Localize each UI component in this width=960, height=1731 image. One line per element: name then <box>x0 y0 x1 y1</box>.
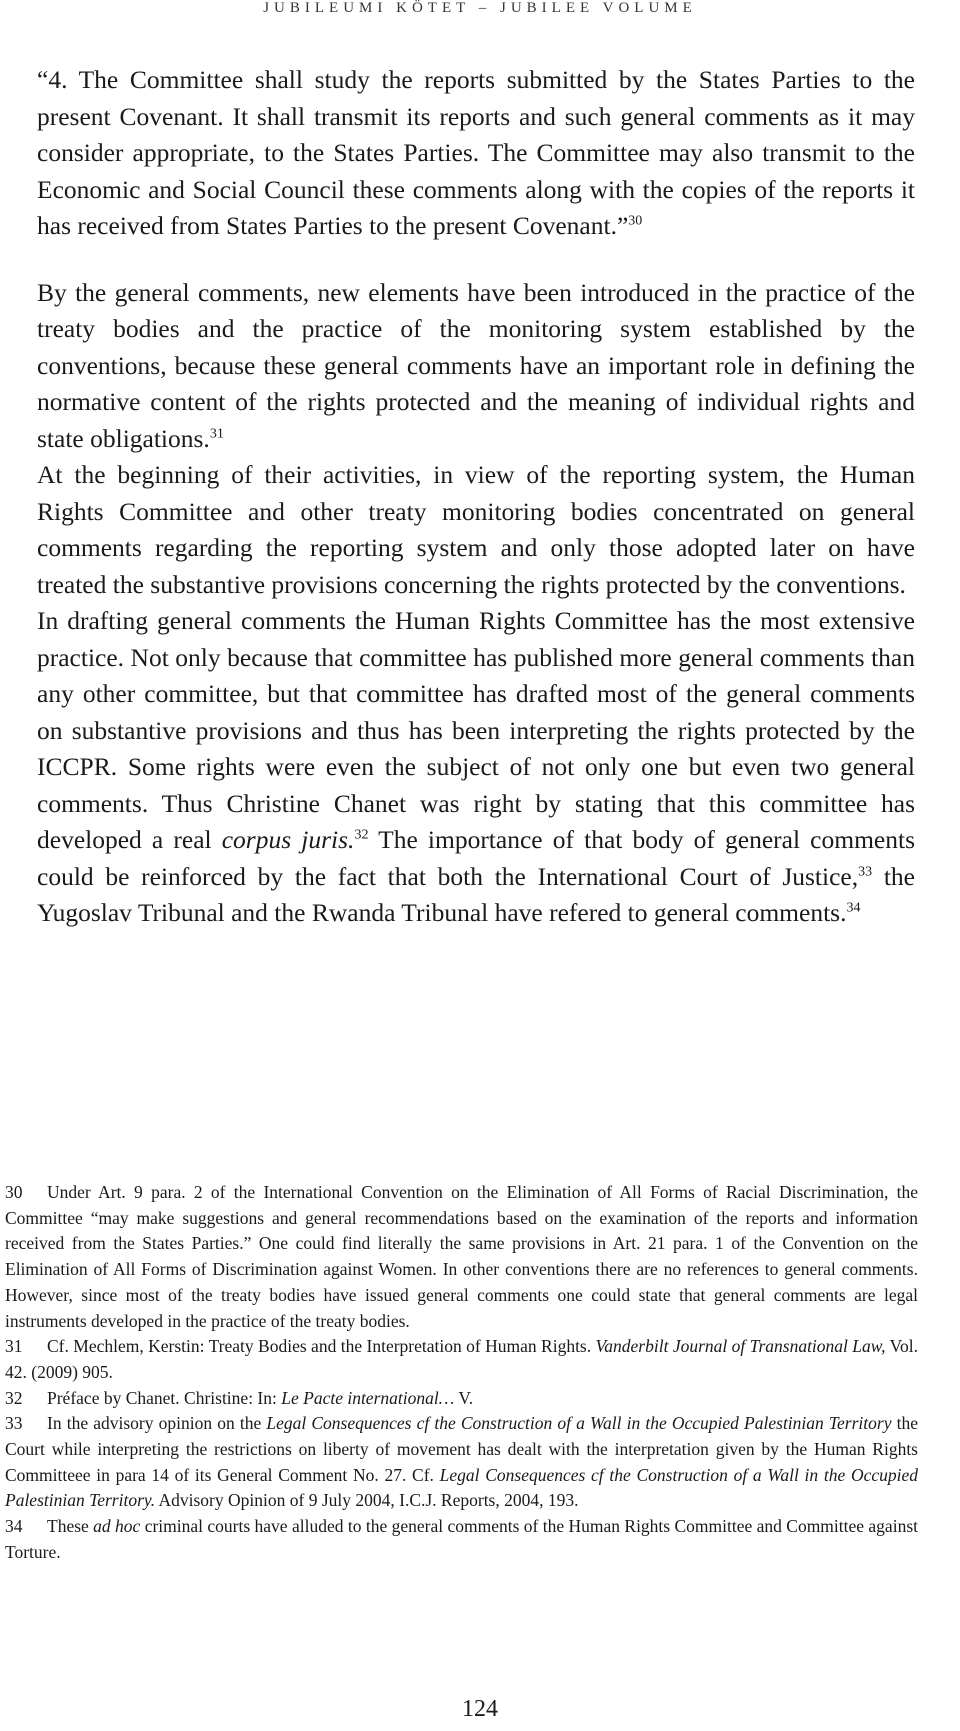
paragraph-3-text-a: In drafting general comments the Human Rights Committee has the most extensive practice. Not only because that committee has published more general comments than any other committee, but that committee has drafted most of the general comments on substantive provisions and thus has been interpreting the rights protected by the ICCPR. Some rights were even the subject of not only one but even two general comments. Thus Christine Chanet was right by stating that this committee has developed a real <box>37 606 915 854</box>
footnotes <box>5 1180 918 1566</box>
footnote-italic: Legal Consequences cf the Construction of a Wall in the Occupied Palestinian Territory. <box>5 1464 918 1511</box>
footnote-34 <box>5 1514 918 1565</box>
footnote-text: In the advisory opinion on the <box>47 1413 267 1434</box>
footnote-number: 32 <box>5 1387 23 1408</box>
footnote-text: Under Art. 9 para. 2 of the International Convention on the Elimination of All Forms of Racial Discrimination, the Committee “may make suggestions and general recommendations based on the examination of the reports and information received from the States Parties.” One could find literally the same provisions in Art. 21 para. 1 of the Convention on the Elimination of All Forms of Discrimination against Women. In other conventions there are no references to general comments. However, since most of the treaty bodies have issued general comments one could state that general comments are legal instruments developed in the practice of the treaty bodies. <box>5 1182 918 1331</box>
footnote-30 <box>5 1180 918 1334</box>
footnote-number: 34 <box>5 1516 23 1537</box>
footnote-italic: Legal Consequences cf the Construction of a Wall in the Occupied Palestinian Territory <box>266 1413 892 1434</box>
footnote-ref-32[interactable]: 32 <box>354 827 369 843</box>
footnote-text: criminal courts have alluded to the general comments of the Human Rights Committee and Committee against Torture. <box>5 1516 918 1562</box>
footnote-31 <box>5 1334 918 1385</box>
main-text <box>37 62 915 932</box>
paragraph-1-text: By the general comments, new elements have been introduced in the practice of the treaty bodies and the practice of the monitoring system established by the conventions, because these general comments have an important role in defining the normative content of the rights protected and the meaning of individual rights and state obligations. <box>37 277 915 453</box>
footnote-ref-31[interactable]: 31 <box>209 426 224 441</box>
footnote-33 <box>5 1411 918 1514</box>
footnote-italic: Vanderbilt Journal of Transnational Law, <box>595 1336 886 1357</box>
footnote-italic: Le Pacte international… <box>281 1387 455 1408</box>
running-head: JUBILEUMI KÖTET – JUBILEE VOLUME <box>263 0 697 16</box>
footnote-ref-30[interactable]: 30 <box>628 213 643 229</box>
paragraph-3-italic: corpus juris. <box>221 825 355 854</box>
paragraph-1 <box>37 275 915 458</box>
paragraph-3 <box>37 603 915 932</box>
footnote-text: Vol. 42. (2009) 905. <box>5 1336 918 1382</box>
footnote-number: 31 <box>5 1336 23 1357</box>
footnote-ref-34[interactable]: 34 <box>846 900 861 916</box>
page-number: 124 <box>462 1696 498 1722</box>
quote-paragraph <box>37 62 915 245</box>
footnote-text: Advisory Opinion of 9 July 2004, I.C.J. Reports, 2004, 193. <box>155 1490 579 1511</box>
footnote-text: Cf. Mechlem, Kerstin: Treaty Bodies and the Interpretation of Human Rights. <box>47 1336 596 1357</box>
footnote-text: the Court while interpreting the restrictions on liberty of movement has dealt with the interpretation given by the Human Rights Committeee in para 14 of its General Comment No. 27. Cf. <box>5 1413 918 1485</box>
footnote-text: V. <box>454 1387 474 1408</box>
footnote-text: Préface by Chanet. Christine: In: <box>47 1387 282 1408</box>
quote-text: “4. The Committee shall study the reports submitted by the States Parties to the present Covenant. It shall transmit its reports and such general comments as it may consider appropriate, to the States Parties. The Committee may also transmit to the Economic and Social Council these comments along with the copies of the reports it has received from States Parties to the present Covenant.” <box>37 65 915 240</box>
footnote-number: 33 <box>5 1413 23 1434</box>
paragraph-3-text-b: The importance of that body of general comments could be reinforced by the fact that both the International Court of Justice, <box>37 825 915 891</box>
paragraph-2-text: At the beginning of their activities, in view of the reporting system, the Human Rights Committee and other treaty monitoring bodies concentrated on general comments regarding the reporting system and only those adopted later on have treated the substantive provisions concerning the rights protected by the conventions. <box>37 460 915 599</box>
footnote-ref-33[interactable]: 33 <box>858 864 873 879</box>
footnote-number: 30 <box>5 1182 23 1202</box>
footnote-text: These <box>47 1516 94 1537</box>
paragraph-2 <box>37 457 915 603</box>
footnote-italic: ad hoc <box>93 1516 141 1537</box>
paragraph-3-text-c: the Yugoslav Tribunal and the Rwanda Tribunal have refered to general comments. <box>37 861 915 927</box>
footnote-32 <box>5 1386 918 1412</box>
